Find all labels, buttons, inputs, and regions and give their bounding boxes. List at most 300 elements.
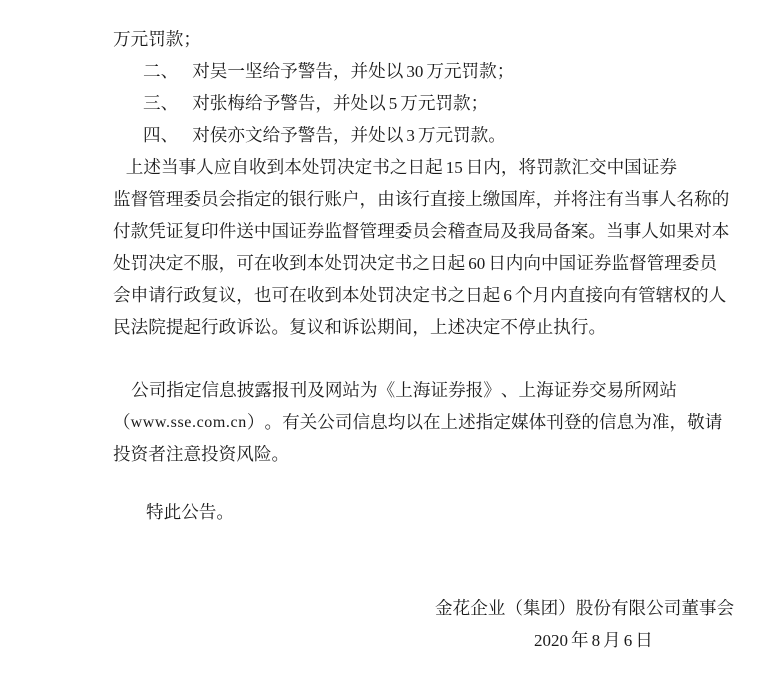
inline-number: 15 (445, 158, 463, 177)
glyph: 收 (271, 254, 290, 274)
glyph: 向 (602, 286, 621, 306)
glyph: 本 (341, 286, 360, 306)
glyph: 易 (606, 381, 625, 401)
glyph: 在 (422, 413, 441, 433)
glyph: 罚 (536, 158, 554, 178)
glyph: 人 (196, 158, 214, 178)
glyph: 及 (307, 381, 325, 401)
glyph: 述 (447, 318, 466, 338)
glyph: 讼 (253, 318, 272, 338)
signature-company: 金花企业（集团）股份有限公司董事会 (435, 599, 735, 619)
glyph: 券 (306, 222, 325, 242)
glyph: 款 (130, 222, 149, 242)
glyph: 。 (588, 318, 607, 338)
glyph: 讼 (359, 318, 378, 338)
glyph: 期 (377, 318, 395, 338)
glyph: 行 (201, 318, 219, 338)
glyph: 权 (673, 286, 691, 306)
glyph: 交 (588, 381, 607, 401)
glyph: 件 (218, 222, 237, 242)
glyph: 罚 (319, 158, 338, 178)
glyph: 将 (518, 158, 537, 178)
glyph: 止 (535, 318, 554, 338)
glyph: ） (246, 413, 265, 433)
glyph: 站 (342, 381, 361, 401)
glyph: 当 (606, 222, 624, 242)
signature-date-month-unit: 月 (603, 631, 621, 651)
paragraph-line (113, 407, 723, 439)
glyph: 中 (253, 222, 272, 242)
glyph: 该 (394, 190, 413, 210)
glyph: 为 (360, 381, 378, 401)
glyph: 司 (148, 381, 167, 401)
glyph: 海 (536, 381, 554, 401)
glyph: 自 (231, 158, 249, 178)
glyph: 息 (219, 381, 237, 401)
glyph: 不 (500, 318, 519, 338)
glyph: 处 (324, 254, 342, 274)
glyph: 对 (694, 222, 712, 242)
clause-suffix: 万元罚款； (426, 62, 515, 82)
glyph: 人 (658, 190, 677, 210)
glyph: 员 (412, 222, 430, 242)
glyph: 督 (629, 254, 647, 274)
glyph: 以 (405, 413, 423, 433)
glyph: 库 (518, 190, 536, 210)
glyph: 券 (659, 158, 677, 178)
glyph: 决 (148, 254, 166, 274)
glyph: 定 (183, 381, 202, 401)
glyph: 券 (593, 254, 612, 274)
first-line-indent (113, 375, 131, 407)
glyph: 月 (532, 286, 551, 306)
glyph: 账 (324, 190, 342, 210)
glyph: 可 (236, 254, 254, 274)
glyph: 复 (289, 318, 307, 338)
clause-text: 对吴一坚给予警告，并处以 (192, 62, 404, 82)
glyph: 上 (429, 318, 448, 338)
clause-number: 四、 (143, 126, 179, 146)
glyph: 公 (317, 413, 335, 433)
glyph: 日 (465, 158, 484, 178)
glyph: 上 (395, 381, 413, 401)
glyph: 到 (266, 158, 285, 178)
glyph: ， (669, 413, 688, 433)
glyph: 处 (301, 158, 320, 178)
glyph: 投 (201, 445, 219, 465)
glyph: 果 (676, 222, 695, 242)
glyph: 接 (447, 190, 466, 210)
glyph: 证 (165, 222, 184, 242)
glyph: 证 (289, 222, 307, 242)
glyph: （ (113, 413, 131, 433)
first-line-indent (113, 152, 126, 184)
glyph: 罚 (130, 254, 149, 274)
inline-number: 6 (503, 286, 512, 305)
glyph: 局 (482, 222, 501, 242)
closing-statement-text: 特此公告。 (146, 503, 234, 523)
glyph: 媒 (510, 413, 529, 433)
glyph: 公 (131, 381, 149, 401)
glyph: 披 (236, 381, 255, 401)
glyph: 有 (282, 413, 300, 433)
glyph: 局 (535, 222, 554, 242)
glyph: 起 (183, 318, 202, 338)
penalty-clause-item (143, 120, 677, 152)
glyph: 、 (500, 381, 519, 401)
glyph: 意 (183, 445, 202, 465)
glyph: 中 (541, 254, 559, 274)
glyph: 员 (699, 254, 718, 274)
clause-amount: 5 (388, 94, 398, 113)
glyph: 报 (271, 381, 290, 401)
glyph: 送 (236, 222, 254, 242)
glyph: 款 (553, 158, 572, 178)
signature-date-month: 8 (591, 631, 601, 650)
glyph: 的 (271, 190, 290, 210)
glyph: 交 (588, 158, 607, 178)
glyph: 上 (440, 413, 459, 433)
glyph: 可 (271, 286, 290, 306)
glyph: 内 (550, 286, 568, 306)
glyph: 会 (113, 286, 131, 306)
glyph: 付 (113, 222, 131, 242)
inline-number: 60 (468, 254, 486, 273)
glyph: 议 (306, 318, 325, 338)
glyph: 行 (165, 286, 184, 306)
glyph: 之 (412, 254, 430, 274)
glyph: 注 (165, 445, 184, 465)
glyph: 证 (576, 254, 594, 274)
glyph: 定 (253, 190, 272, 210)
glyph: 印 (201, 222, 219, 242)
glyph: 网 (641, 381, 660, 401)
clause-text: 对侯亦文给予警告，并处以 (192, 126, 404, 146)
glyph: 有 (620, 286, 639, 306)
clause-number: 二、 (143, 62, 179, 82)
paragraph-line (113, 280, 727, 312)
glyph: 处 (113, 254, 131, 274)
glyph: 到 (289, 254, 307, 274)
glyph: 我 (518, 222, 536, 242)
glyph: 委 (183, 190, 202, 210)
glyph: 信 (599, 413, 617, 433)
glyph: 辖 (655, 286, 674, 306)
glyph: 在 (253, 254, 272, 274)
glyph: 资 (218, 445, 237, 465)
glyph: 服 (201, 254, 219, 274)
glyph: 复 (201, 286, 219, 306)
glyph: 会 (218, 190, 237, 210)
glyph: 停 (518, 318, 536, 338)
glyph: 院 (148, 318, 166, 338)
glyph: 券 (448, 381, 466, 401)
glyph: 银 (289, 190, 307, 210)
glyph: 理 (664, 254, 682, 274)
glyph: 罚 (341, 254, 360, 274)
glyph: 国 (500, 190, 519, 210)
paragraph-line (113, 184, 730, 216)
glyph: 凭 (148, 222, 166, 242)
glyph: 决 (359, 254, 378, 274)
glyph: 定 (377, 254, 395, 274)
glyph: 息 (616, 413, 635, 433)
glyph: 的 (581, 413, 600, 433)
glyph: 名 (676, 190, 695, 210)
glyph: 。 (264, 413, 283, 433)
glyph: 请 (704, 413, 723, 433)
glyph: 站 (659, 381, 677, 401)
glyph: 投 (113, 445, 131, 465)
glyph: 券 (571, 381, 589, 401)
glyph: 起 (447, 254, 466, 274)
glyph: 为 (634, 413, 652, 433)
glyph: 风 (236, 445, 254, 465)
signature-date-year-unit: 年 (571, 631, 589, 651)
glyph: 定 (165, 254, 184, 274)
glyph: 国 (271, 222, 290, 242)
glyph: 如 (658, 222, 677, 242)
glyph: 。 (271, 445, 290, 465)
glyph: 督 (341, 222, 360, 242)
glyph: 资 (130, 445, 149, 465)
inline-url[interactable]: www.sse.com.cn (130, 414, 247, 431)
glyph: 诉 (341, 318, 360, 338)
glyph: 信 (352, 413, 371, 433)
glyph: 及 (500, 222, 519, 242)
glyph: 到 (324, 286, 342, 306)
glyph: 书 (372, 158, 390, 178)
glyph: 者 (148, 445, 166, 465)
glyph: 指 (236, 190, 254, 210)
glyph: 定 (354, 158, 373, 178)
glyph: 直 (429, 190, 448, 210)
glyph: 人 (708, 286, 727, 306)
glyph: 应 (213, 158, 232, 178)
glyph: 管 (638, 286, 656, 306)
glyph: 准 (651, 413, 670, 433)
glyph: 监 (113, 190, 131, 210)
glyph: 证 (553, 381, 572, 401)
glyph: 监 (324, 222, 342, 242)
glyph: 汇 (571, 158, 589, 178)
glyph: 决 (465, 318, 483, 338)
continued-penalty-line (113, 24, 677, 56)
glyph: 起 (425, 158, 443, 178)
glyph: 险 (253, 445, 272, 465)
glyph: 日 (429, 254, 448, 274)
glyph: 事 (641, 190, 659, 210)
glyph: 当 (623, 190, 642, 210)
signature-date-year: 2020 (534, 631, 568, 650)
penalty-clause-item (143, 88, 677, 120)
signature-date-day: 6 (623, 631, 633, 650)
glyph: 内 (505, 254, 524, 274)
glyph: 日 (488, 254, 506, 274)
glyph: 和 (324, 318, 342, 338)
glyph: 述 (143, 158, 161, 178)
glyph: 本 (284, 158, 302, 178)
glyph: 指 (166, 381, 184, 401)
glyph: 定 (482, 318, 501, 338)
glyph: 政 (218, 318, 237, 338)
glyph: 诉 (236, 318, 254, 338)
glyph: 向 (523, 254, 542, 274)
glyph: 员 (201, 190, 219, 210)
glyph: 理 (165, 190, 184, 210)
glyph: 起 (482, 286, 501, 306)
glyph: 收 (306, 286, 325, 306)
glyph: 管 (646, 254, 665, 274)
glyph: 中 (606, 158, 625, 178)
clause-amount: 30 (406, 62, 424, 81)
glyph: 查 (465, 222, 483, 242)
glyph: ， (412, 318, 430, 338)
glyph: 之 (389, 158, 408, 178)
glyph: 敬 (687, 413, 705, 433)
glyph: 收 (248, 158, 267, 178)
glyph: 督 (130, 190, 149, 210)
paragraph-line (113, 375, 677, 407)
glyph: 指 (475, 413, 494, 433)
glyph: 书 (394, 254, 413, 274)
glyph: 信 (201, 381, 220, 401)
glyph: 在 (289, 286, 307, 306)
glyph: 。 (588, 222, 607, 242)
glyph: 之 (447, 286, 466, 306)
glyph: 日 (465, 286, 483, 306)
paragraph-line (113, 152, 677, 184)
glyph: ， (535, 190, 554, 210)
glyph: 网 (324, 381, 343, 401)
glyph: 法 (130, 318, 149, 338)
glyph: ， (359, 190, 378, 210)
glyph: 定 (493, 413, 511, 433)
clause-suffix: 万元罚款。 (417, 126, 506, 146)
glyph: 人 (641, 222, 659, 242)
glyph: 注 (588, 190, 607, 210)
glyph: 的 (691, 286, 709, 306)
glyph: 个 (514, 286, 533, 306)
glyph: 理 (377, 222, 395, 242)
glyph: 户 (341, 190, 360, 210)
glyph: 上 (465, 190, 483, 210)
glyph: 所 (624, 381, 642, 401)
glyph: 证 (641, 158, 660, 178)
signature-date-line (531, 625, 653, 657)
glyph: ， (500, 158, 519, 178)
glyph: 民 (113, 318, 131, 338)
glyph: 案 (570, 222, 589, 242)
glyph: 上 (518, 381, 537, 401)
glyph: 司 (334, 413, 353, 433)
glyph: 。 (271, 318, 290, 338)
glyph: 称 (694, 190, 712, 210)
glyph: 监 (611, 254, 630, 274)
glyph: 的 (711, 190, 730, 210)
glyph: 书 (429, 286, 448, 306)
glyph: 》 (483, 381, 501, 401)
glyph: 缴 (482, 190, 501, 210)
glyph: 行 (306, 190, 325, 210)
glyph: 关 (299, 413, 318, 433)
glyph: 并 (553, 190, 571, 210)
glyph: 当 (160, 158, 179, 178)
glyph: 国 (558, 254, 577, 274)
glyph: 委 (394, 222, 413, 242)
glyph: 执 (553, 318, 571, 338)
paragraph-line (113, 439, 677, 471)
glyph: 息 (370, 413, 388, 433)
glyph: 接 (585, 286, 603, 306)
glyph: 委 (681, 254, 700, 274)
signature-company-line (435, 593, 734, 625)
glyph: ， (218, 254, 237, 274)
glyph: 述 (458, 413, 476, 433)
glyph: 事 (623, 222, 642, 242)
glyph: 请 (148, 286, 166, 306)
glyph: 议 (218, 286, 237, 306)
paragraph-line (113, 248, 718, 280)
glyph: 提 (165, 318, 184, 338)
glyph: 本 (711, 222, 730, 242)
glyph: 由 (377, 190, 395, 210)
clause-amount: 3 (406, 126, 415, 145)
glyph: 《 (377, 381, 396, 401)
glyph: 本 (306, 254, 325, 274)
glyph: 也 (253, 286, 272, 306)
glyph: 定 (412, 286, 430, 306)
glyph: 申 (130, 286, 149, 306)
glyph: 行 (412, 190, 430, 210)
glyph: 间 (394, 318, 413, 338)
glyph: 决 (337, 158, 355, 178)
glyph: 备 (553, 222, 571, 242)
glyph: 证 (430, 381, 449, 401)
glyph: 报 (465, 381, 484, 401)
glyph: 稽 (447, 222, 466, 242)
glyph: 政 (183, 286, 202, 306)
glyph: 事 (178, 158, 197, 178)
glyph: 罚 (377, 286, 395, 306)
glyph: 决 (394, 286, 413, 306)
glyph: 管 (148, 190, 166, 210)
glyph: 刊 (289, 381, 308, 401)
glyph: ， (236, 286, 254, 306)
glyph: 刊 (546, 413, 564, 433)
paragraph-line (113, 216, 730, 248)
glyph: 处 (359, 286, 378, 306)
glyph: 均 (387, 413, 406, 433)
glyph: 露 (254, 381, 272, 401)
glyph: 行 (570, 318, 589, 338)
paragraph-line (113, 312, 677, 344)
glyph: 复 (183, 222, 202, 242)
glyph: 国 (624, 158, 642, 178)
glyph: 有 (606, 190, 624, 210)
glyph: 上 (125, 158, 144, 178)
glyph: 会 (429, 222, 448, 242)
penalty-clause-item (143, 56, 677, 88)
glyph: 不 (183, 254, 202, 274)
glyph: 内 (483, 158, 501, 178)
glyph: 将 (570, 190, 589, 210)
glyph: 管 (359, 222, 378, 242)
clause-text: 对张梅给予警告，并处以 (192, 94, 386, 114)
glyph: 登 (563, 413, 582, 433)
signature-date-day-unit: 日 (635, 631, 653, 651)
glyph: 日 (407, 158, 426, 178)
